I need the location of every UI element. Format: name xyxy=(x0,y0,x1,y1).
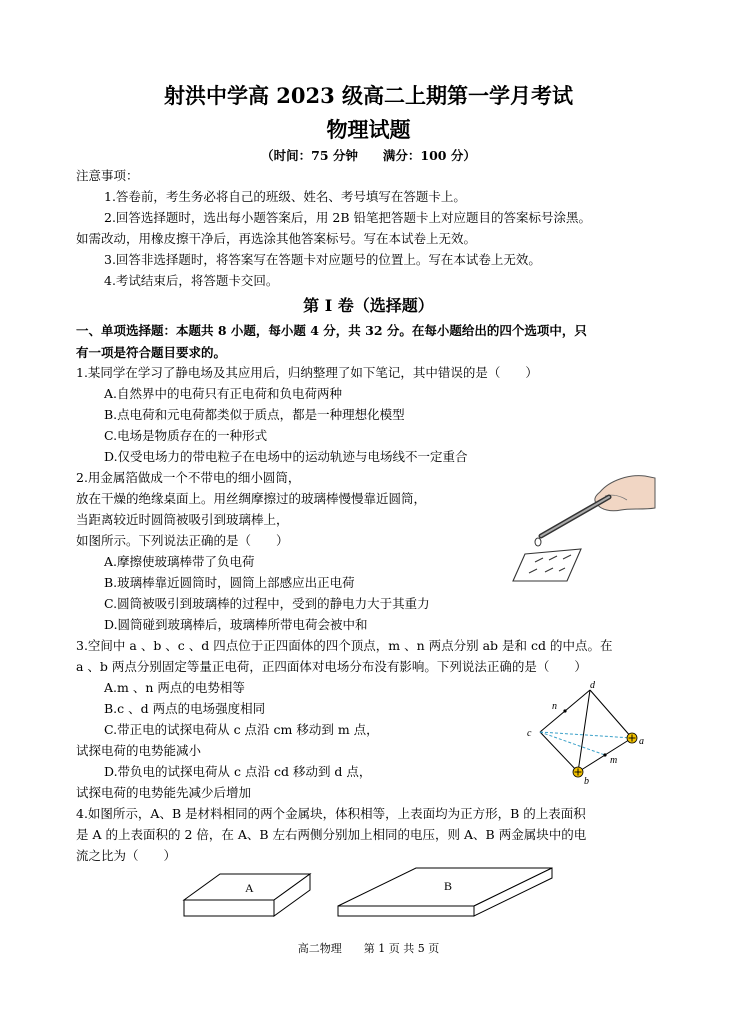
q1-option-c: C.电场是物质存在的一种形式 xyxy=(104,428,268,443)
block-b xyxy=(338,868,552,916)
notice-item-1: 1.答卷前，考生务必将自己的班级、姓名、考号填写在答题卡上。 xyxy=(104,189,466,204)
q3-stem-2: a 、b 两点分别固定等量正电荷，正四面体对电场分布没有影响。下列说法正确的是（ ） xyxy=(76,659,587,674)
tetrahedron-figure xyxy=(522,676,662,791)
q2-stem-3: 当距离较近时圆筒被吸引到玻璃棒上， xyxy=(76,512,289,527)
label-c: c xyxy=(527,728,532,739)
block-b-label: B xyxy=(444,879,453,893)
q2-stem-1: 2.用金属箔做成一个不带电的细小圆筒， xyxy=(76,470,301,485)
point-n xyxy=(563,709,566,712)
q2-stem-4: 如图所示。下列说法正确的是（ ） xyxy=(76,533,289,548)
page-footer: 高二物理 第 1 页 共 5 页 xyxy=(297,942,440,955)
q3-option-b: B.c 、d 两点的电场强度相同 xyxy=(104,701,266,716)
page-subtitle: 物理试题 xyxy=(326,117,411,142)
q4-stem-3: 流之比为（ ） xyxy=(76,848,177,863)
notice-item-2-cont: 如需改动，用橡皮擦干净后，再选涂其他答案标号。写在本试卷上无效。 xyxy=(76,231,477,246)
label-m: m xyxy=(610,755,618,766)
q1-stem: 1.某同学在学习了静电场及其应用后，归纳整理了如下笔记，其中错误的是（ ） xyxy=(76,365,538,380)
foil-cylinder xyxy=(535,538,541,546)
notice-item-3: 3.回答非选择题时，将答案写在答题卡对应题号的位置上。写在本试卷上无效。 xyxy=(104,252,541,267)
hand-icon xyxy=(595,476,655,511)
section-title: 第 I 卷（选择题） xyxy=(303,296,434,315)
q3-option-c-cont: 试探电荷的电势能减小 xyxy=(76,743,202,758)
q3-option-a: A.m 、n 两点的电势相等 xyxy=(104,680,245,695)
time-info: （时间：75 分钟 满分：100 分） xyxy=(261,148,476,163)
rod-cylinder-figure xyxy=(505,470,655,585)
block-a xyxy=(184,874,310,916)
q2-option-b: B.玻璃棒靠近圆筒时，圆筒上部感应出正电荷 xyxy=(104,575,355,590)
q3-option-d: D.带负电的试探电荷从 c 点沿 cd 移动到 d 点， xyxy=(104,764,372,779)
charge-b xyxy=(573,767,583,777)
q1-option-b: B.点电荷和元电荷都类似于质点，都是一种理想化模型 xyxy=(104,407,405,422)
label-d: d xyxy=(590,680,595,691)
charge-a xyxy=(627,733,637,743)
q2-option-a: A.摩擦使玻璃棒带了负电荷 xyxy=(104,554,255,569)
notice-item-4: 4.考试结束后，将答题卡交回。 xyxy=(104,273,279,288)
q1-option-a: A.自然界中的电荷只有正电荷和负电荷两种 xyxy=(104,386,343,401)
metal-blocks-figure xyxy=(180,864,560,924)
q4-stem-1: 4.如图所示，A、B 是材料相同的两个金属块，体积相等，上表面均为正方形，B 的上表面积 xyxy=(76,806,586,821)
table-surface xyxy=(513,549,581,581)
label-a: a xyxy=(639,736,644,747)
notice-item-2: 2.回答选择题时，选出每小题答案后，用 2B 铅笔把答题卡上对应题目的答案标号涂黑。 xyxy=(104,210,592,225)
section-instruction-2: 有一项是符合题目要求的。 xyxy=(76,345,227,360)
q2-option-d: D.圆筒碰到玻璃棒后，玻璃棒所带电荷会被中和 xyxy=(104,617,368,632)
q2-option-c: C.圆筒被吸引到玻璃棒的过程中，受到的静电力大于其重力 xyxy=(104,596,430,611)
notice-heading: 注意事项： xyxy=(76,168,139,183)
label-b: b xyxy=(584,776,589,787)
point-m xyxy=(603,753,606,756)
section-instruction-1: 一、单项选择题：本题共 8 小题，每小题 4 分，共 32 分。在每小题给出的四个选项中，只 xyxy=(76,323,587,338)
block-a-label: A xyxy=(245,881,254,895)
q4-stem-2: 是 A 的上表面积的 2 倍，在 A、B 左右两侧分别加上相同的电压，则 A、B 两金属块中的电 xyxy=(76,827,587,842)
label-n: n xyxy=(552,701,557,712)
q3-option-c: C.带正电的试探电荷从 c 点沿 cm 移动到 m 点， xyxy=(104,722,379,737)
q2-stem-2: 放在干燥的绝缘桌面上。用丝绸摩擦过的玻璃棒慢慢靠近圆筒， xyxy=(76,491,427,506)
page-title: 射洪中学高 2023 级高二上期第一学月考试 xyxy=(163,83,574,108)
q1-option-d: D.仅受电场力的带电粒子在电场中的运动轨迹与电场线不一定重合 xyxy=(104,449,468,464)
q3-option-d-cont: 试探电荷的电势能先减少后增加 xyxy=(76,785,252,800)
q3-stem-1: 3.空间中 a 、b 、c 、d 四点位于正四面体的四个顶点，m 、n 两点分别 ab 是和 cd 的中点。在 xyxy=(76,638,613,653)
